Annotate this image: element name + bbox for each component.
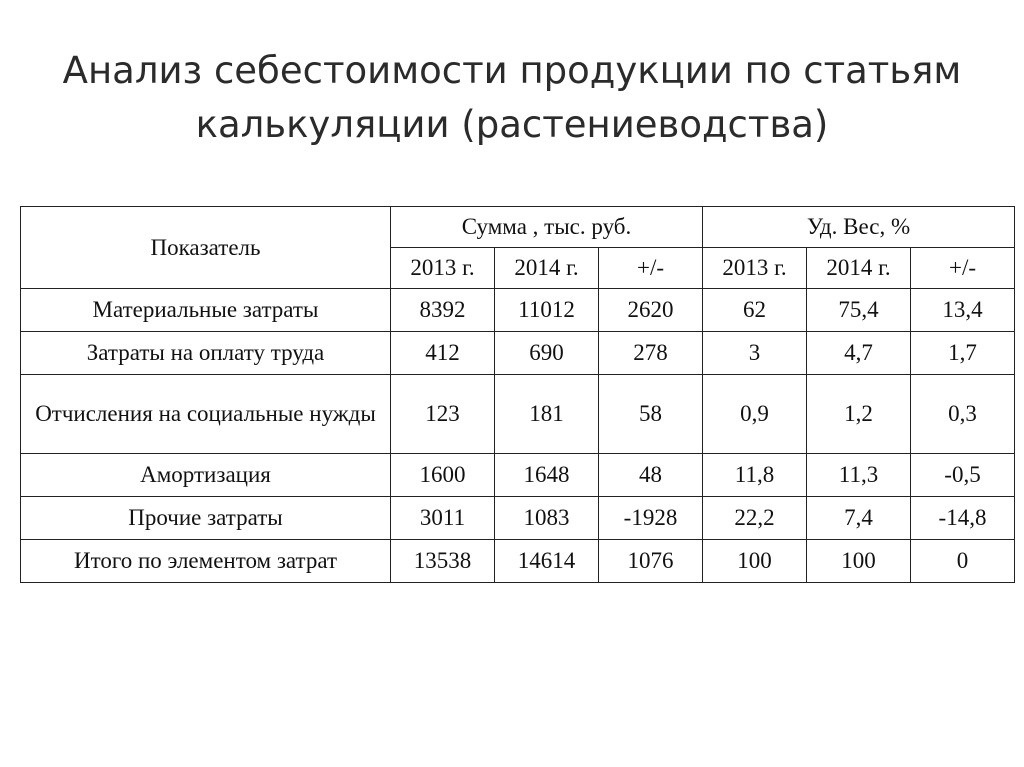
table-row: [21, 375, 1015, 454]
subheader-sum-2014: 2014 г.: [495, 248, 599, 289]
table-cell: 278: [599, 332, 703, 375]
table-cell: 7,4: [807, 497, 911, 540]
table-cell: 181: [495, 375, 599, 454]
table-cell: 4,7: [807, 332, 911, 375]
row-label: Прочие затраты: [21, 497, 391, 540]
table-cell: 0,3: [911, 375, 1015, 454]
table-cell: 3: [703, 332, 807, 375]
subheader-share-diff: +/-: [911, 248, 1015, 289]
slide-title-line-1: Анализ себестоимости продукции по статьям: [62, 49, 962, 92]
table-cell: 100: [807, 540, 911, 583]
table-cell: 123: [391, 375, 495, 454]
table-cell: 8392: [391, 289, 495, 332]
table-cell: 62: [703, 289, 807, 332]
table-cell: 1,2: [807, 375, 911, 454]
subheader-sum-2013: 2013 г.: [391, 248, 495, 289]
row-label: Отчисления на социальные нужды: [21, 375, 391, 454]
table-cell: 75,4: [807, 289, 911, 332]
table-cell: 0,9: [703, 375, 807, 454]
row-label: Итого по элементом затрат: [21, 540, 391, 583]
table-row: [21, 454, 1015, 497]
table-cell: 1600: [391, 454, 495, 497]
sum-group-header: Сумма , тыс. руб.: [391, 207, 703, 248]
indicator-header: Показатель: [21, 207, 391, 289]
table-cell: 100: [703, 540, 807, 583]
table-cell: 11,8: [703, 454, 807, 497]
table-cell: 13,4: [911, 289, 1015, 332]
table-cell: 690: [495, 332, 599, 375]
table-cell: 11012: [495, 289, 599, 332]
table-cell: 14614: [495, 540, 599, 583]
table-header-row: [21, 207, 1015, 248]
row-label: Материальные затраты: [21, 289, 391, 332]
slide-title: [0, 44, 1024, 152]
subheader-sum-diff: +/-: [599, 248, 703, 289]
table-cell: 22,2: [703, 497, 807, 540]
table-cell: 48: [599, 454, 703, 497]
table-cell: -1928: [599, 497, 703, 540]
cost-analysis-table: [20, 206, 1015, 583]
table-row-total: [21, 540, 1015, 583]
slide-title-line-2: калькуляции (растениеводства): [195, 103, 829, 146]
share-group-header: Уд. Вес, %: [703, 207, 1015, 248]
subheader-share-2013: 2013 г.: [703, 248, 807, 289]
table-cell: 3011: [391, 497, 495, 540]
table-row: [21, 332, 1015, 375]
table-row: [21, 289, 1015, 332]
row-label: Затраты на оплату труда: [21, 332, 391, 375]
table-row: [21, 497, 1015, 540]
table-cell: -0,5: [911, 454, 1015, 497]
table-cell: 58: [599, 375, 703, 454]
table-cell: 412: [391, 332, 495, 375]
table-cell: 13538: [391, 540, 495, 583]
table-cell: 1083: [495, 497, 599, 540]
table-cell: 2620: [599, 289, 703, 332]
row-label: Амортизация: [21, 454, 391, 497]
table-cell: 1076: [599, 540, 703, 583]
table-cell: 11,3: [807, 454, 911, 497]
table-cell: 1,7: [911, 332, 1015, 375]
table-cell: -14,8: [911, 497, 1015, 540]
subheader-share-2014: 2014 г.: [807, 248, 911, 289]
table-cell: 0: [911, 540, 1015, 583]
table-cell: 1648: [495, 454, 599, 497]
